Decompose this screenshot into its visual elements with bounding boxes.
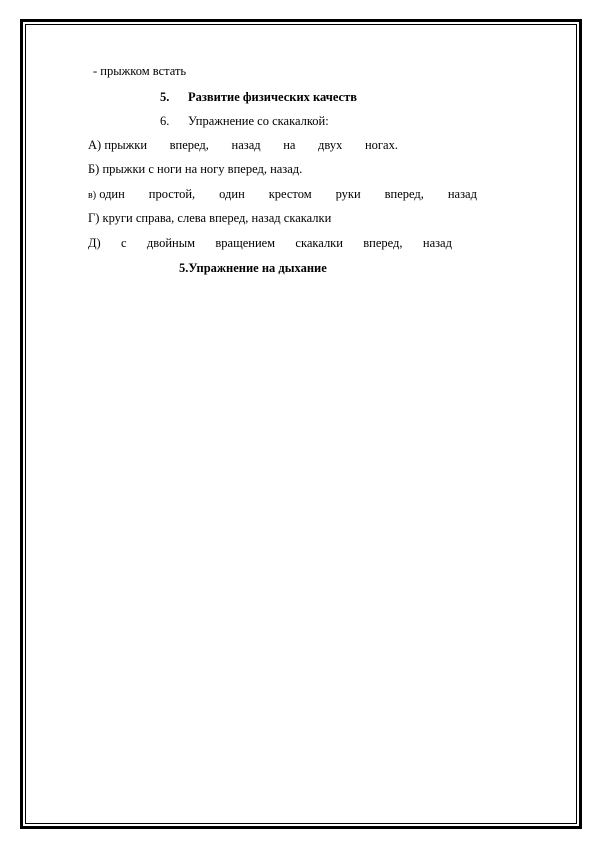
word: двойным xyxy=(146,236,196,250)
heading-number: 5. xyxy=(160,90,170,104)
heading-text: Упражнение со скакалкой: xyxy=(188,114,329,128)
word: ногах. xyxy=(364,138,398,152)
item-prefix: в) xyxy=(88,190,97,201)
word: крестом xyxy=(268,187,312,201)
word: простой, xyxy=(148,187,196,201)
word: руки xyxy=(335,187,361,201)
word: с xyxy=(121,236,127,250)
word: вращением xyxy=(215,236,276,250)
word: назад xyxy=(447,187,477,201)
exercise-d xyxy=(88,236,452,251)
heading-physical-qualities xyxy=(160,90,357,105)
word: А) прыжки xyxy=(88,138,148,152)
heading-jump-rope xyxy=(160,114,329,129)
exercise-a xyxy=(88,138,398,153)
word: вперед, xyxy=(363,236,403,250)
word: на xyxy=(283,138,296,152)
heading-number: 6. xyxy=(160,114,170,128)
word: скакалки xyxy=(295,236,343,250)
exercise-v xyxy=(88,187,477,203)
exercise-g: Г) круги справа, слева вперед, назад скакалки xyxy=(88,211,332,225)
heading-text: Развитие физических качеств xyxy=(188,90,357,104)
word: вперед, xyxy=(384,187,424,201)
exercise-b: Б) прыжки с ноги на ногу вперед, назад. xyxy=(88,162,303,176)
word: в) один xyxy=(88,187,125,201)
word: один xyxy=(219,187,245,201)
word: назад xyxy=(422,236,452,250)
word: Д) xyxy=(88,236,101,250)
word: двух xyxy=(318,138,343,152)
word: вперед, xyxy=(169,138,209,152)
text-line-jump-up: - прыжком встать xyxy=(93,64,187,78)
heading-breathing: 5.Упражнение на дыхание xyxy=(179,261,327,275)
word: назад xyxy=(231,138,261,152)
